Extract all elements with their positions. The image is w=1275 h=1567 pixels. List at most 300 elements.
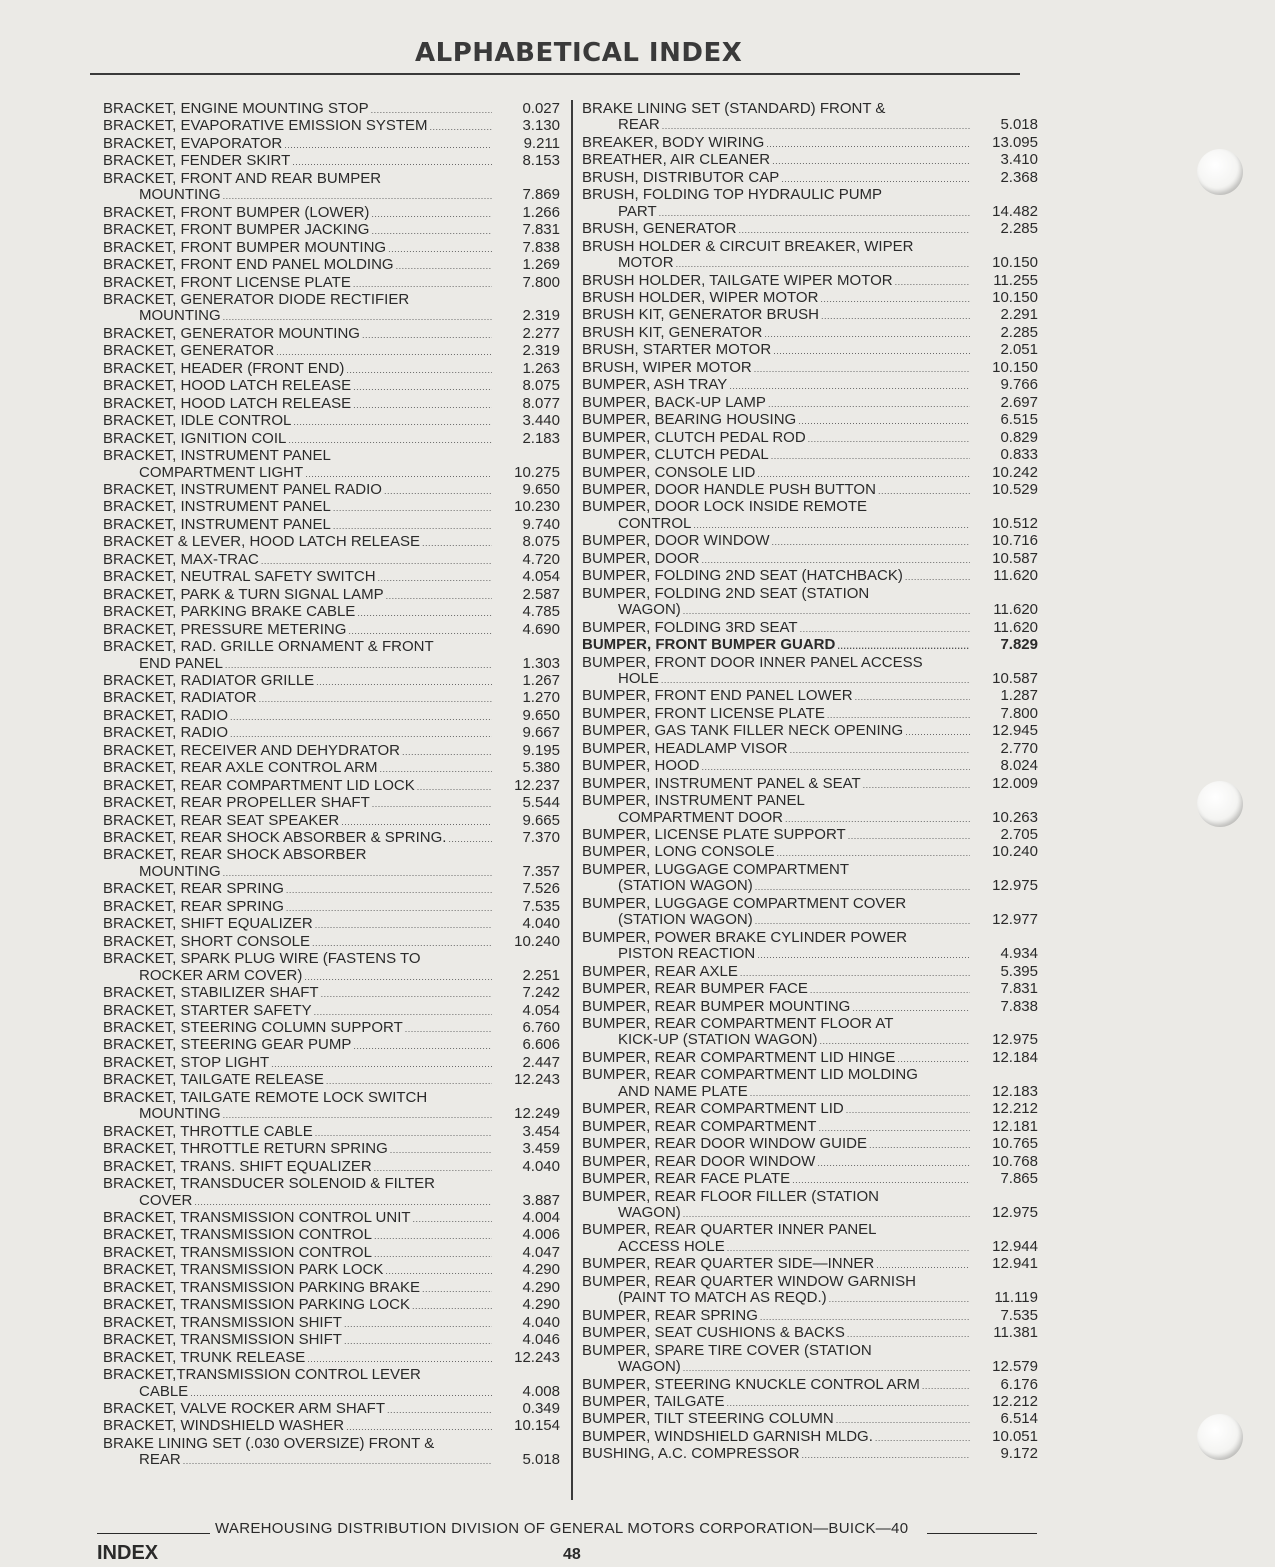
leader-dots	[326, 1073, 492, 1089]
index-entry	[103, 673, 560, 690]
leader-dots	[738, 222, 970, 238]
entry-line	[103, 1124, 560, 1141]
entry-continuation-line	[103, 1452, 560, 1469]
entry-name: BUMPER, REAR SPRING	[582, 1306, 758, 1324]
entry-line	[582, 499, 1038, 515]
index-entry	[103, 257, 560, 274]
entry-page-ref: 5.018	[1000, 116, 1038, 134]
entry-line	[103, 1245, 560, 1262]
index-entry	[582, 221, 1038, 238]
entry-line	[582, 377, 1038, 394]
entry-line	[103, 1055, 560, 1072]
index-entry	[103, 118, 560, 135]
entry-name: BUMPER, CLUTCH PEDAL ROD	[582, 428, 806, 446]
entry-name: BRACKET, REAR COMPARTMENT LID LOCK	[103, 776, 415, 794]
entry-page-ref: 4.046	[522, 1331, 560, 1349]
entry-line	[582, 1343, 1038, 1359]
index-entry	[103, 587, 560, 604]
leader-dots	[183, 1453, 492, 1469]
entry-line	[582, 741, 1038, 758]
leader-dots	[315, 1125, 492, 1141]
index-entry	[103, 690, 560, 707]
index-entry	[582, 568, 1038, 585]
entry-name: BRACKET, RAD. GRILLE ORNAMENT & FRONT	[103, 638, 434, 656]
leader-dots	[702, 552, 970, 568]
index-entry	[582, 706, 1038, 723]
entry-name: BRUSH HOLDER & CIRCUIT BREAKER, WIPER	[582, 237, 914, 255]
entry-line	[582, 706, 1038, 723]
entry-line	[582, 239, 1038, 255]
entry-name: COMPARTMENT DOOR	[618, 808, 784, 826]
entry-continuation-line	[582, 671, 1038, 688]
entry-page-ref: 2.291	[1000, 306, 1038, 324]
entry-name: BUMPER, TAILGATE	[582, 1392, 725, 1410]
entry-name: BUMPER, REAR DOOR WINDOW	[582, 1152, 816, 1170]
entry-line	[103, 587, 560, 604]
entry-page-ref: 7.800	[1000, 704, 1038, 722]
entry-name: BRUSH, STARTER MOTOR	[582, 341, 772, 359]
index-entry	[103, 708, 560, 725]
index-entry	[103, 1159, 560, 1176]
entry-page-ref: 2.319	[522, 307, 560, 325]
entry-name: BRACKET, SPARK PLUG WIRE (FASTENS TO	[103, 950, 421, 968]
entry-name: BRACKET, NEUTRAL SAFETY SWITCH	[103, 568, 376, 586]
entry-name: BUMPER, REAR COMPARTMENT	[582, 1117, 817, 1135]
entry-page-ref: 12.183	[992, 1082, 1038, 1100]
entry-continuation-line	[582, 516, 1038, 533]
leader-dots	[836, 1412, 970, 1428]
leader-dots	[230, 726, 492, 742]
entry-line	[103, 1315, 560, 1332]
index-entry	[103, 1332, 560, 1349]
entry-continuation-line	[582, 912, 1038, 929]
entry-page-ref: 7.831	[522, 221, 560, 239]
entry-name: BUMPER, REAR QUARTER WINDOW GARNISH	[582, 1272, 916, 1290]
leader-dots	[357, 605, 492, 621]
entry-name: BRACKET, EVAPORATIVE EMISSION SYSTEM	[103, 117, 428, 135]
leader-dots	[371, 206, 492, 222]
entry-continuation-line	[103, 465, 560, 482]
entry-line	[103, 552, 560, 569]
entry-line	[103, 778, 560, 795]
entry-name: BRACKET, RADIATOR	[103, 689, 257, 707]
entry-name: CABLE	[139, 1382, 189, 1400]
entry-page-ref: 7.838	[1000, 997, 1038, 1015]
leader-dots	[417, 779, 492, 795]
entry-name: COMPARTMENT LIGHT	[139, 463, 304, 481]
entry-line	[103, 743, 560, 760]
entry-page-ref: 4.047	[522, 1243, 560, 1261]
index-entry	[582, 637, 1038, 654]
entry-page-ref: 8.077	[522, 394, 560, 412]
entry-line	[103, 725, 560, 742]
entry-continuation-line	[582, 117, 1038, 134]
index-entry	[103, 326, 560, 343]
entry-page-ref: 10.051	[992, 1427, 1038, 1445]
entry-page-ref: 4.040	[522, 915, 560, 933]
leader-dots	[316, 674, 492, 690]
entry-line	[103, 118, 560, 135]
entry-line	[103, 1332, 560, 1349]
entry-page-ref: 12.945	[992, 722, 1038, 740]
leader-dots	[388, 241, 492, 257]
leader-dots	[353, 276, 492, 292]
leader-dots	[875, 1430, 970, 1446]
leader-dots	[346, 1419, 492, 1435]
entry-line	[582, 1274, 1038, 1290]
entry-line	[582, 170, 1038, 187]
entry-page-ref: 2.770	[1000, 739, 1038, 757]
entry-page-ref: 1.287	[1000, 687, 1038, 705]
leader-dots	[372, 796, 492, 812]
entry-page-ref: 1.266	[522, 203, 560, 221]
index-entry	[103, 1245, 560, 1262]
entry-line	[103, 813, 560, 830]
index-entry	[582, 655, 1038, 689]
entry-line	[103, 934, 560, 951]
leader-dots	[422, 1281, 492, 1297]
entry-page-ref: 10.263	[992, 808, 1038, 826]
entry-name: CONTROL	[618, 514, 692, 532]
entry-continuation-line	[103, 656, 560, 673]
entry-line	[103, 795, 560, 812]
footer-rule-right	[927, 1533, 1037, 1534]
leader-dots	[292, 154, 492, 170]
footer-text: WAREHOUSING DISTRIBUTION DIVISION OF GENERAL MOTORS CORPORATION—BUICK—40	[215, 1520, 909, 1537]
entry-line	[582, 981, 1038, 998]
leader-dots	[333, 518, 492, 534]
leader-dots	[659, 205, 970, 221]
entry-name: BRACKET, HOOD LATCH RELEASE	[103, 394, 352, 412]
index-entry	[582, 620, 1038, 637]
entry-name: BRACKET, ENGINE MOUNTING STOP	[103, 100, 369, 117]
entry-line	[103, 569, 560, 586]
index-entry	[103, 1055, 560, 1072]
entry-line	[103, 1176, 560, 1192]
entry-page-ref: 12.975	[992, 1031, 1038, 1049]
index-entry	[103, 361, 560, 378]
entry-name: BRACKET, PRESSURE METERING	[103, 620, 347, 638]
entry-page-ref: 0.833	[1000, 446, 1038, 464]
entry-page-ref: 3.130	[522, 117, 560, 135]
entry-name: MOUNTING	[139, 307, 221, 325]
entry-page-ref: 7.829	[1000, 636, 1038, 654]
entry-page-ref: 10.150	[992, 254, 1038, 272]
entry-name: BRUSH, GENERATOR	[582, 220, 737, 238]
index-entry	[103, 378, 560, 395]
index-entry	[103, 830, 560, 847]
entry-name: BRACKET, FRONT END PANEL MOLDING	[103, 256, 394, 274]
entry-line	[582, 1154, 1038, 1171]
index-entry	[103, 760, 560, 777]
index-entry	[582, 239, 1038, 273]
entry-name: BRACKET, RECEIVER AND DEHYDRATOR	[103, 741, 401, 759]
leader-dots	[818, 1120, 970, 1136]
entry-page-ref: 12.243	[514, 1348, 560, 1366]
leader-dots	[661, 672, 970, 688]
entry-name: BUMPER, DOOR LOCK INSIDE REMOTE	[582, 498, 868, 516]
leader-dots	[448, 831, 492, 847]
entry-page-ref: 4.934	[1000, 945, 1038, 963]
leader-dots	[194, 1194, 492, 1210]
leader-dots	[293, 414, 492, 430]
entry-name: BUSHING, A.C. COMPRESSOR	[582, 1445, 800, 1463]
index-entry	[103, 778, 560, 795]
leader-dots	[777, 845, 970, 861]
entry-name: (STATION WAGON)	[618, 911, 753, 929]
entry-name: BRACKET, FRONT BUMPER JACKING	[103, 221, 370, 239]
entry-name: BRACKET, FRONT BUMPER MOUNTING	[103, 238, 387, 256]
index-entry	[582, 551, 1038, 568]
index-entry	[103, 847, 560, 881]
leader-dots	[754, 361, 970, 377]
leader-dots	[727, 1240, 970, 1256]
entry-page-ref: 12.975	[992, 1204, 1038, 1221]
entry-page-ref: 9.766	[1000, 376, 1038, 394]
entry-name: BRACKET, TRANSMISSION PARKING LOCK	[103, 1296, 411, 1314]
entry-name: BUMPER, REAR AXLE	[582, 962, 738, 980]
entry-name: BUMPER, DOOR HANDLE PUSH BUTTON	[582, 480, 876, 498]
entry-page-ref: 13.095	[992, 133, 1038, 151]
entry-line	[582, 1119, 1038, 1136]
leader-dots	[878, 483, 970, 499]
entry-name: BUMPER, REAR DOOR WINDOW GUIDE	[582, 1135, 868, 1153]
entry-page-ref: 4.785	[522, 603, 560, 621]
entry-page-ref: 2.368	[1000, 168, 1038, 186]
entry-name: BUMPER, REAR COMPARTMENT LID	[582, 1100, 844, 1118]
leader-dots	[766, 136, 970, 152]
entry-continuation-line	[103, 864, 560, 881]
entry-line	[103, 1418, 560, 1435]
index-entry	[103, 1436, 560, 1470]
leader-dots	[305, 466, 492, 482]
entry-page-ref: 7.526	[522, 880, 560, 898]
index-entry	[582, 741, 1038, 758]
entry-line	[582, 620, 1038, 637]
entry-continuation-line	[582, 1205, 1038, 1222]
index-entry	[582, 1136, 1038, 1153]
index-entry	[103, 431, 560, 448]
entry-page-ref: 4.004	[522, 1209, 560, 1226]
index-entry	[103, 934, 560, 951]
entry-continuation-line	[582, 1084, 1038, 1101]
leader-dots	[385, 1263, 492, 1279]
entry-page-ref: 7.831	[1000, 980, 1038, 998]
index-entry	[582, 325, 1038, 342]
index-entry	[103, 725, 560, 742]
leader-dots	[223, 1107, 492, 1123]
binder-hole	[1197, 149, 1243, 195]
entry-continuation-line	[103, 968, 560, 985]
entry-name: BUMPER, HEADLAMP VISOR	[582, 739, 788, 757]
entry-continuation-line	[582, 255, 1038, 272]
index-entry	[582, 533, 1038, 550]
entry-page-ref: 9.211	[523, 134, 560, 152]
index-entry	[582, 1325, 1038, 1342]
index-entry	[582, 1101, 1038, 1118]
entry-name: BRACKET, WINDSHIELD WASHER	[103, 1417, 345, 1435]
index-entry	[582, 170, 1038, 187]
entry-name: BRAKE LINING SET (.030 OVERSIZE) FRONT &	[103, 1434, 435, 1452]
entry-name: BRACKET, INSTRUMENT PANEL RADIO	[103, 480, 382, 498]
leader-dots	[353, 1038, 492, 1054]
entry-name: AND NAME PLATE	[618, 1082, 748, 1100]
entry-line	[582, 586, 1038, 602]
index-entry	[103, 1367, 560, 1401]
entry-name: ACCESS HOLE	[618, 1237, 725, 1255]
leader-dots	[683, 1206, 970, 1222]
index-entry	[103, 343, 560, 360]
entry-name: BUMPER, BEARING HOUSING	[582, 411, 797, 429]
leader-dots	[386, 588, 492, 604]
leader-dots	[402, 744, 492, 760]
entry-line	[582, 395, 1038, 412]
leader-dots	[374, 1246, 492, 1262]
leader-dots	[702, 759, 970, 775]
leader-dots	[371, 223, 492, 239]
entry-page-ref: 6.176	[1000, 1375, 1038, 1393]
entry-line	[582, 152, 1038, 169]
entry-page-ref: 7.838	[522, 238, 560, 256]
entry-page-ref: 7.869	[522, 186, 560, 204]
index-entry	[103, 881, 560, 898]
entry-line	[103, 1159, 560, 1176]
entry-page-ref: 10.275	[514, 463, 560, 481]
entry-page-ref: 2.277	[522, 324, 560, 342]
entry-line	[103, 396, 560, 413]
entry-line	[582, 1256, 1038, 1273]
entry-name: BUMPER, SPARE TIRE COVER (STATION	[582, 1341, 872, 1359]
index-entry	[582, 964, 1038, 981]
entry-line	[582, 360, 1038, 377]
entry-line	[103, 708, 560, 725]
index-entry	[103, 1315, 560, 1332]
entry-page-ref: 2.705	[1000, 826, 1038, 844]
entry-continuation-line	[582, 204, 1038, 221]
entry-page-ref: 4.290	[522, 1296, 560, 1314]
index-entry	[582, 776, 1038, 793]
entry-page-ref: 2.183	[522, 429, 560, 447]
entry-name: BRACKET, RADIO	[103, 706, 229, 724]
entry-line	[582, 844, 1038, 861]
entry-page-ref: 2.285	[1000, 220, 1038, 238]
entry-line	[103, 830, 560, 847]
entry-line	[582, 135, 1038, 152]
leader-dots	[353, 397, 492, 413]
entry-line	[103, 1297, 560, 1314]
entry-name: BRUSH HOLDER, WIPER MOTOR	[582, 288, 819, 306]
entry-name: BRACKET, HEADER (FRONT END)	[103, 359, 345, 377]
entry-line	[582, 1325, 1038, 1342]
entry-name: BUMPER, SEAT CUSHIONS & BACKS	[582, 1324, 845, 1342]
entry-page-ref: 2.587	[522, 585, 560, 603]
entry-line	[582, 482, 1038, 499]
entry-name: BRACKET, IDLE CONTROL	[103, 412, 292, 430]
entry-page-ref: 11.119	[994, 1289, 1038, 1307]
entry-page-ref: 1.303	[522, 654, 560, 672]
leader-dots	[314, 1004, 492, 1020]
entry-name: PISTON REACTION	[618, 945, 756, 963]
entry-line	[582, 290, 1038, 307]
entry-page-ref: 6.760	[522, 1019, 560, 1037]
index-entry	[103, 795, 560, 812]
entry-name: PART	[618, 202, 657, 220]
index-entry	[582, 1411, 1038, 1428]
leader-dots	[412, 1298, 492, 1314]
entry-line	[582, 723, 1038, 740]
entry-name: BRACKET & LEVER, HOOD LATCH RELEASE	[103, 533, 421, 551]
index-entry	[103, 1227, 560, 1244]
entry-line	[582, 1189, 1038, 1205]
entry-page-ref: 4.690	[522, 620, 560, 638]
entry-line	[103, 378, 560, 395]
entry-page-ref: 12.944	[992, 1237, 1038, 1255]
leader-dots	[847, 1326, 970, 1342]
leader-dots	[259, 691, 492, 707]
index-entry	[103, 1350, 560, 1367]
entry-name: BRACKET, TRANSMISSION CONTROL	[103, 1243, 372, 1261]
entry-line	[103, 431, 560, 448]
entry-page-ref: 2.319	[522, 342, 560, 360]
index-entry	[582, 273, 1038, 290]
entry-name: BRACKET, THROTTLE RETURN SPRING	[103, 1140, 388, 1158]
entry-line	[103, 899, 560, 916]
entry-page-ref: 3.440	[522, 412, 560, 430]
entry-name: BUMPER, BACK-UP LAMP	[582, 393, 766, 411]
leader-dots	[676, 256, 970, 272]
leader-dots	[798, 413, 970, 429]
entry-line	[582, 1171, 1038, 1188]
entry-page-ref: 11.620	[993, 601, 1038, 619]
entry-name: BRACKET, MAX-TRAC	[103, 550, 259, 568]
index-entry	[103, 171, 560, 205]
entry-line	[582, 465, 1038, 482]
entry-page-ref: 2.447	[522, 1053, 560, 1071]
entry-line	[103, 1090, 560, 1106]
entry-line	[103, 673, 560, 690]
index-entry	[582, 1274, 1038, 1308]
entry-page-ref: 12.184	[992, 1048, 1038, 1066]
index-entry	[103, 101, 560, 118]
entry-page-ref: 2.051	[1000, 341, 1038, 359]
index-entry	[103, 534, 560, 551]
entry-page-ref: 10.154	[514, 1417, 560, 1435]
leader-dots	[346, 362, 492, 378]
entry-page-ref: 9.195	[522, 741, 560, 759]
index-entry	[582, 981, 1038, 998]
entry-name: BRACKET, STARTER SAFETY	[103, 1001, 312, 1019]
leader-dots	[757, 466, 970, 482]
entry-page-ref: 5.380	[522, 759, 560, 777]
entry-page-ref: 4.290	[522, 1261, 560, 1279]
entry-line	[103, 171, 560, 187]
leader-dots	[307, 1351, 492, 1367]
entry-name: BUMPER, LONG CONSOLE	[582, 843, 775, 861]
leader-dots	[374, 1228, 492, 1244]
entry-name: BUMPER, CLUTCH PEDAL	[582, 446, 769, 464]
entry-line	[103, 534, 560, 551]
entry-page-ref: 0.829	[1000, 428, 1038, 446]
entry-line	[103, 517, 560, 534]
entry-line	[103, 1020, 560, 1037]
leader-dots	[380, 761, 492, 777]
entry-page-ref: 4.054	[522, 1001, 560, 1019]
index-entry	[582, 1119, 1038, 1136]
entry-line	[103, 639, 560, 655]
leader-dots	[819, 1033, 970, 1049]
entry-page-ref: 6.606	[522, 1036, 560, 1054]
leader-dots	[808, 431, 970, 447]
